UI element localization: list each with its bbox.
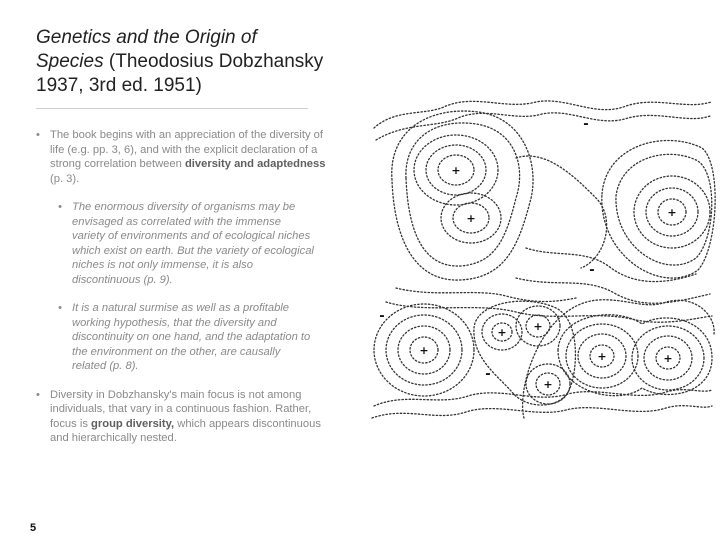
bullet-text: (p. 3). (50, 172, 80, 185)
title-divider (36, 108, 308, 109)
trough-marker: - (589, 263, 595, 278)
bullet-item (36, 388, 326, 446)
peak-marker: + (419, 344, 429, 357)
page-number: 5 (30, 522, 37, 534)
trough-marker: - (485, 367, 491, 382)
bullet-emphasis: group diversity, (91, 417, 175, 430)
quote-text: It is a natural surmise as well as a profitable working hypothesis, that the diversity and discontinuity on one hand, and the adaptation to the environment on the other, are causally related (p. 8). (72, 302, 311, 372)
trough-marker: - (583, 117, 589, 132)
title-author-date: (Theodosius Dobzhansky 1937, 3rd ed. 1951) (36, 51, 324, 96)
adaptive-landscape-figure (366, 88, 718, 430)
peak-marker: + (466, 212, 476, 225)
slide-title (36, 26, 326, 98)
peak-marker: + (663, 352, 673, 365)
bullet-emphasis: diversity and adaptedness (184, 158, 326, 170)
peak-marker: + (667, 206, 677, 219)
sub-bullet-item (58, 301, 326, 374)
trough-marker: - (379, 309, 385, 324)
bullet-text: which appears discontinuous and hierarchically nested. (50, 417, 321, 444)
peak-marker: + (451, 164, 461, 177)
peak-marker: + (597, 350, 607, 363)
quote-text: The enormous diversity of organisms may be envisaged as correlated with the immense variety of environments and of ecological niches which exist on earth. But the variety of ecological niches is not only immense, it is also discontinuous (p. 9). (72, 201, 314, 286)
peak-marker: + (533, 320, 543, 333)
book-title: Genetics and the Origin of Species (36, 27, 257, 72)
bullet-text: The book begins with an appreciation of the diversity of life (e.g. pp. 3, 6), and with the explicit declaration of a strong correlation between (50, 129, 324, 170)
bullet-item (36, 128, 326, 186)
sub-bullet-item (58, 200, 326, 287)
bullet-text: Diversity in Dobzhansky's main focus is not among individuals, that vary in a continuous fashion. Rather, focus is (50, 388, 312, 430)
peak-marker: + (543, 378, 553, 391)
peak-marker: + (497, 326, 507, 339)
bullet-list (36, 128, 326, 460)
